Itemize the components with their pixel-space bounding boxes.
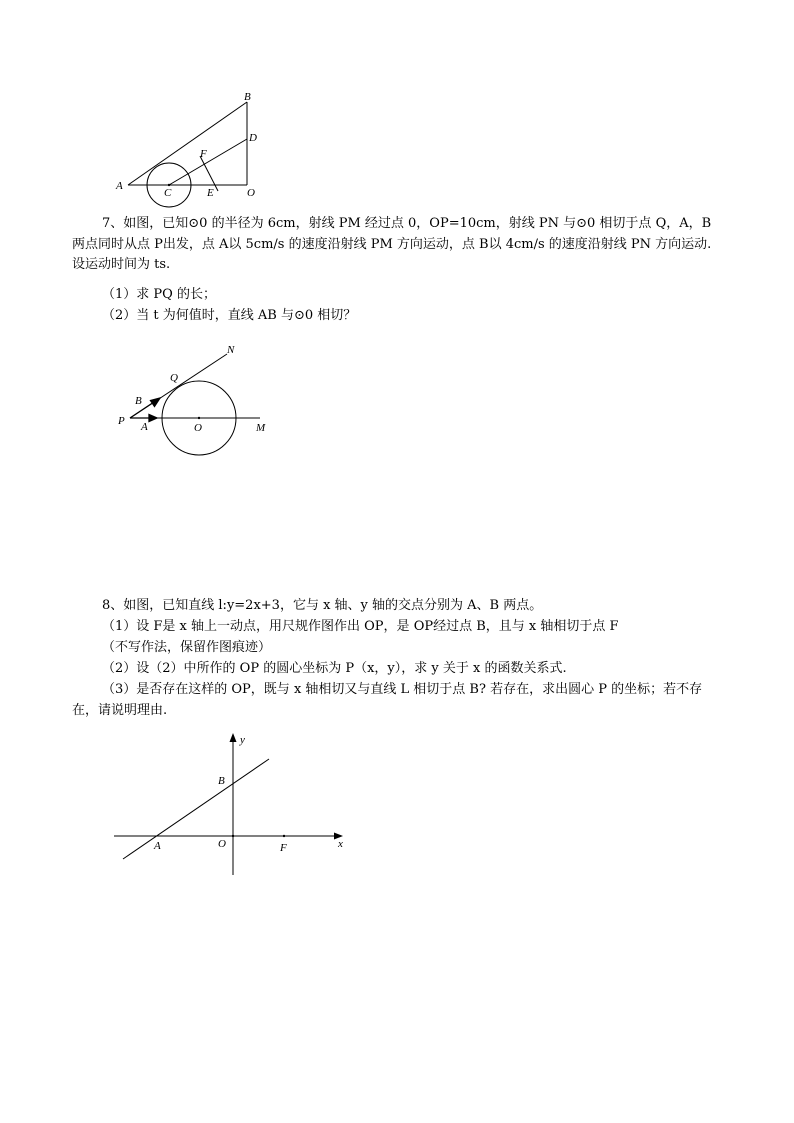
problem-8-question-1-note: （不写作法，保留作图痕迹） bbox=[102, 640, 272, 655]
label-b: B bbox=[218, 775, 225, 787]
arrow-pb-head bbox=[151, 398, 161, 407]
label-n: N bbox=[227, 344, 235, 356]
label-a: A bbox=[141, 421, 148, 433]
problem-7-statement: 7、如图，已知⊙0 的半径为 6cm，射线 PM 经过点 0，OP=10cm，射线 PN 与⊙0 相切于点 Q，A，B 两点同时从点 P出发，点 A以 5cm/s 的速度沿射线 PM 方向运动，点 B以 4cm/s 的速度沿射线 PN 方向运动. 设运动时间为 ts. bbox=[72, 216, 712, 272]
label-f: F bbox=[200, 148, 207, 160]
point-o bbox=[198, 417, 200, 419]
label-q: Q bbox=[170, 372, 178, 384]
line-l bbox=[123, 759, 269, 859]
label-e: E bbox=[207, 187, 214, 199]
arrow-pa-head bbox=[149, 415, 157, 422]
segment-cd bbox=[169, 139, 247, 185]
label-p: P bbox=[118, 415, 125, 427]
problem-8-question-2: （2）设（2）中所作的 OP 的圆心坐标为 P（x，y），求 y 关于 x 的函数关系式. bbox=[102, 661, 567, 676]
point-c bbox=[168, 184, 170, 186]
label-m: M bbox=[256, 422, 266, 434]
label-o: O bbox=[194, 422, 202, 434]
figure-coordinate-plane bbox=[110, 730, 350, 880]
label-y: y bbox=[240, 734, 245, 746]
figure-tangent-circle bbox=[110, 340, 275, 460]
problem-7-question-2: （2）当 t 为何值时，直线 AB 与⊙0 相切？ bbox=[102, 308, 357, 323]
label-c: C bbox=[164, 187, 172, 199]
label-x: x bbox=[338, 838, 343, 850]
figure-triangle-circle bbox=[110, 88, 280, 203]
problem-7-question-1: （1）求 PQ 的长； bbox=[102, 287, 216, 302]
point-f bbox=[283, 835, 285, 837]
problem-8-question-1: （1）设 F是 x 轴上一动点，用尺规作图作出 OP，是 OP经过点 B，且与 x 轴相切于点 F bbox=[102, 619, 619, 634]
point-o bbox=[232, 835, 234, 837]
label-b: B bbox=[244, 91, 251, 103]
label-b: B bbox=[135, 395, 142, 407]
y-axis-arrow bbox=[230, 733, 237, 742]
label-a: A bbox=[154, 840, 161, 852]
label-o: O bbox=[218, 838, 226, 850]
problem-8-question-3: （3）是否存在这样的 OP，既与 x 轴相切又与直线 L 相切于点 B? 若存在，求出圆心 P 的坐标；若不存在，请说明理由. bbox=[72, 682, 703, 718]
problem-8-statement: 8、如图，已知直线 l:y=2x+3，它与 x 轴、y 轴的交点分别为 A、B 两点。 bbox=[102, 598, 543, 613]
label-o: O bbox=[247, 187, 255, 199]
label-d: D bbox=[249, 132, 257, 144]
label-a: A bbox=[116, 180, 123, 192]
label-f: F bbox=[280, 842, 287, 854]
